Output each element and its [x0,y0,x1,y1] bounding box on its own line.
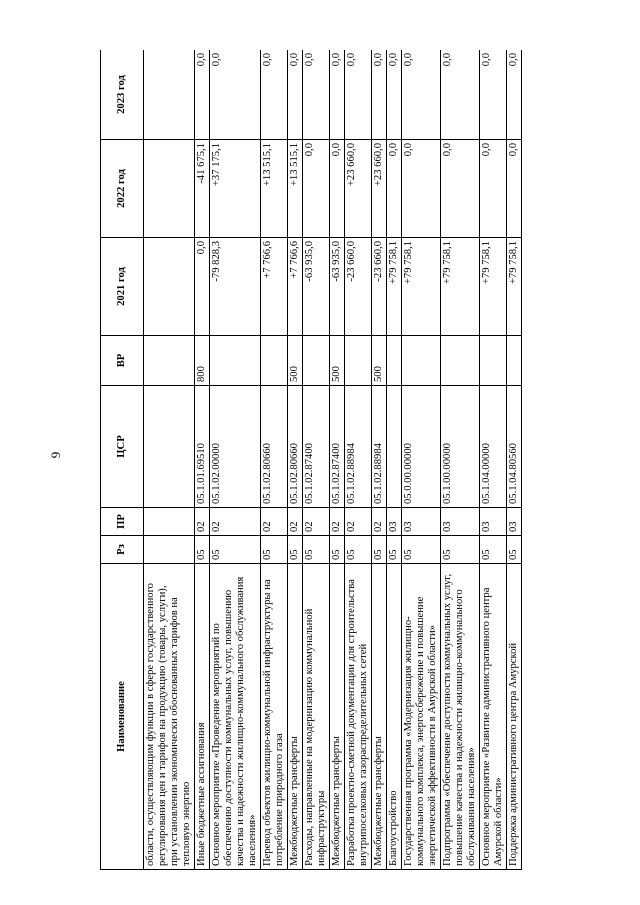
cell-2021: -23 660,0 [372,238,387,336]
cell-2023: 0,0 [387,50,402,140]
table-row [387,50,402,870]
cell-2022: 0,0 [303,140,330,238]
cell-2023: 0,0 [330,50,345,140]
cell-pr: 03 [387,508,402,536]
cell-name: Государственная программа «Модернизация жилищно-коммунального комплекса, энергосбережение и повышение энергетической эффективности в Амурской области» [402,564,441,870]
cell-2021: +79 758,1 [441,238,480,336]
cell-2021: 0,0 [195,238,210,336]
cell-2021: +7 766,6 [288,238,303,336]
cell-2023: 0,0 [507,50,522,140]
table-row [210,50,261,870]
cell-name: Поддержка административного центра Амурской [507,564,522,870]
cell-rz [144,536,195,564]
cell-rz: 05 [303,536,330,564]
header-2023: 2023 год [101,50,144,140]
cell-2021: +7 766,6 [261,238,288,336]
table-row [330,50,345,870]
cell-rz: 05 [210,536,261,564]
cell-pr: 03 [402,508,441,536]
cell-csr [144,386,195,508]
cell-2023: 0,0 [303,50,330,140]
cell-2023: 0,0 [441,50,480,140]
cell-2022: 0,0 [330,140,345,238]
cell-2021: +79 758,1 [387,238,402,336]
cell-pr: 02 [261,508,288,536]
cell-vr [480,336,507,386]
cell-csr: 05.1.02.80660 [261,386,288,508]
cell-2022: +37 175,1 [210,140,261,238]
cell-pr: 02 [303,508,330,536]
cell-2023: 0,0 [288,50,303,140]
cell-2021 [144,238,195,336]
cell-vr [144,336,195,386]
table-row [441,50,480,870]
table-row [402,50,441,870]
cell-csr [387,386,402,508]
page-number: 9 [48,451,63,459]
cell-2023: 0,0 [345,50,372,140]
header-name: Наименование [101,564,144,870]
cell-rz: 05 [507,536,522,564]
cell-rz: 05 [402,536,441,564]
cell-csr: 05.1.02.87400 [330,386,345,508]
cell-name: Иные бюджетные ассигнования [195,564,210,870]
cell-pr: 02 [288,508,303,536]
cell-csr: 05.1.02.87400 [303,386,330,508]
cell-vr [345,336,372,386]
cell-2023: 0,0 [210,50,261,140]
cell-name: Расходы, направленные на модернизацию коммунальной инфраструктуры [303,564,330,870]
table-row [195,50,210,870]
cell-csr: 05.1.01.69510 [195,386,210,508]
cell-pr: 02 [195,508,210,536]
cell-vr: 800 [195,336,210,386]
cell-rz: 05 [261,536,288,564]
cell-csr: 05.1.00.00000 [441,386,480,508]
cell-2023: 0,0 [480,50,507,140]
cell-csr: 05.1.04.00000 [480,386,507,508]
cell-2022: 0,0 [441,140,480,238]
cell-vr [402,336,441,386]
cell-vr [261,336,288,386]
cell-2022: +23 660,0 [345,140,372,238]
header-rz: Рз [101,536,144,564]
cell-name: Межбюджетные трансферты [330,564,345,870]
cell-pr: 03 [441,508,480,536]
cell-2021: +79 758,1 [507,238,522,336]
cell-2022: 0,0 [480,140,507,238]
table-row [480,50,507,870]
cell-pr: 02 [345,508,372,536]
cell-2023 [144,50,195,140]
header-2021: 2021 год [101,238,144,336]
cell-name: Перевод объектов жилищно-коммунальной инфраструктуры на потребление природного газа [261,564,288,870]
cell-2022: +13 515,1 [288,140,303,238]
cell-2023: 0,0 [195,50,210,140]
table-row [345,50,372,870]
cell-csr: 05.1.02.88984 [372,386,387,508]
cell-2022: -41 675,1 [195,140,210,238]
header-pr: ПР [101,508,144,536]
cell-csr: 05.0.00.00000 [402,386,441,508]
table-row [507,50,522,870]
cell-name: Подпрограмма «Обеспечение доступности коммунальных услуг, повышение качества и надежности жилищно-коммунального обслуживания населения» [441,564,480,870]
cell-vr: 500 [288,336,303,386]
cell-name: области, осуществляющим функции в сфере государственного регулирования цен и тарифов на продукцию (товары, услуги), при установлении экономически обоснованных тарифов на тепловую энергию [144,564,195,870]
rotated-content [100,50,560,870]
cell-2023: 0,0 [261,50,288,140]
table-row [288,50,303,870]
cell-vr: 500 [372,336,387,386]
cell-2021: +79 758,1 [480,238,507,336]
cell-2022: +23 660,0 [372,140,387,238]
table-body [144,50,522,870]
cell-vr [387,336,402,386]
cell-rz: 05 [345,536,372,564]
cell-vr [303,336,330,386]
cell-rz: 05 [387,536,402,564]
table-row [372,50,387,870]
cell-2023: 0,0 [372,50,387,140]
cell-rz: 05 [480,536,507,564]
budget-table [100,50,522,870]
cell-rz: 05 [330,536,345,564]
cell-name: Основное мероприятие «Проведение мероприятий по обеспечению доступности коммунальных услуг, повышению качества и надежности жилищно-коммунального обслуживания населения» [210,564,261,870]
cell-2022: 0,0 [507,140,522,238]
cell-vr [507,336,522,386]
cell-name: Благоустройство [387,564,402,870]
table-row [144,50,195,870]
cell-vr [210,336,261,386]
header-vr: ВР [101,336,144,386]
header-2022: 2022 год [101,140,144,238]
cell-rz: 05 [195,536,210,564]
cell-name: Межбюджетные трансферты [372,564,387,870]
cell-2022: 0,0 [402,140,441,238]
cell-2021: +79 758,1 [402,238,441,336]
cell-vr [441,336,480,386]
cell-2021: -63 935,0 [303,238,330,336]
cell-pr [144,508,195,536]
cell-rz: 05 [372,536,387,564]
header-csr: ЦСР [101,386,144,508]
cell-2022: 0,0 [387,140,402,238]
cell-vr: 500 [330,336,345,386]
cell-csr: 05.1.02.00000 [210,386,261,508]
cell-2022 [144,140,195,238]
table-row [303,50,330,870]
cell-2021: -63 935,0 [330,238,345,336]
cell-2022: +13 515,1 [261,140,288,238]
cell-2021: -79 828,3 [210,238,261,336]
cell-rz: 05 [441,536,480,564]
cell-rz: 05 [288,536,303,564]
cell-pr: 03 [480,508,507,536]
table-header-row [101,50,144,870]
cell-name: Разработка проектно-сметной документации для строительства внутрипоселковых газораспределительных сетей [345,564,372,870]
cell-2023: 0,0 [402,50,441,140]
cell-csr: 05.1.02.88984 [345,386,372,508]
cell-2021: -23 660,0 [345,238,372,336]
cell-pr: 02 [330,508,345,536]
rotated-page [100,50,560,870]
cell-csr: 05.1.04.80560 [507,386,522,508]
cell-pr: 02 [372,508,387,536]
cell-name: Межбюджетные трансферты [288,564,303,870]
table-row [261,50,288,870]
cell-pr: 02 [210,508,261,536]
cell-name: Основное мероприятие «Развитие административного центра Амурской области» [480,564,507,870]
cell-pr: 03 [507,508,522,536]
cell-csr: 05.1.02.80660 [288,386,303,508]
